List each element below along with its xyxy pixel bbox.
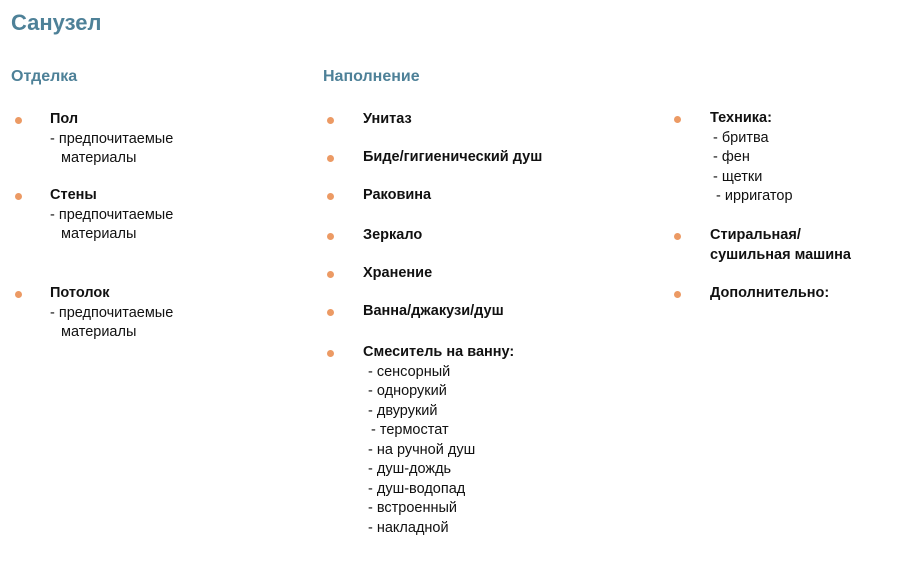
item-subline: - щетки [713,168,763,185]
bullet-icon [674,116,681,123]
item-label: Смеситель на ванну: [363,344,515,360]
bullet-icon [327,193,334,200]
item-label: Стиральная/ [710,227,801,243]
page-title: Санузел [11,10,102,35]
bullet-icon [327,309,334,316]
item-label: Потолок [50,285,110,301]
item-subline: - двурукий [368,402,438,419]
item-subline: материалы [61,226,137,242]
list-item [363,264,432,284]
item-label: Стены [50,187,97,203]
bullet-icon [327,117,334,124]
item-subline: материалы [61,324,137,340]
item-subline: - предпочитаемые [50,130,174,147]
item-subline: - предпочитаемые [50,206,174,223]
bullet-icon [327,155,334,162]
item-label: Ванна/джакузи/душ [363,303,504,319]
bullet-icon [15,193,22,200]
list-item [363,302,504,322]
item-subline: - сенсорный [368,363,451,380]
item-label: Раковина [363,187,432,203]
list-item [50,110,173,169]
item-subline: - встроенный [368,500,458,516]
item-subline: - термостат [371,422,449,438]
list-item [363,343,514,538]
item-subline: - на ручной душ [368,441,476,458]
bullet-icon [327,233,334,240]
item-subline: - душ-дождь [368,461,452,477]
item-label: Хранение [363,265,433,281]
item-label: Дополнительно: [710,285,830,301]
item-subline: - бритва [713,129,769,146]
bullet-icon [327,271,334,278]
list-item [710,284,829,304]
item-subline: - предпочитаемые [50,304,174,321]
list-item [50,186,173,245]
list-item [50,284,173,343]
section-heading-filling: Наполнение [323,68,420,85]
list-item [710,226,851,265]
item-subline: материалы [61,150,137,166]
item-label: Техника: [710,110,772,126]
item-subline: - душ-водопад [368,480,466,497]
item-label: Унитаз [363,111,412,127]
item-label: Зеркало [363,227,423,243]
section-heading-finish: Отделка [11,68,78,85]
list-item [363,226,422,246]
item-subline: - ирригатор [716,188,793,204]
item-subline: - фен [713,149,750,165]
item-label: Биде/гигиенический душ [363,149,543,165]
bullet-icon [674,291,681,298]
list-item [363,110,412,130]
bullet-icon [674,233,681,240]
item-subline: - накладной [368,519,449,536]
item-label: Пол [50,111,79,127]
item-subline: - однорукий [368,383,447,399]
bullet-icon [15,291,22,298]
list-item [363,186,431,206]
list-item [710,109,793,207]
list-item [363,148,542,168]
item-label-cont: сушильная машина [710,246,851,263]
bullet-icon [15,117,22,124]
bullet-icon [327,350,334,357]
